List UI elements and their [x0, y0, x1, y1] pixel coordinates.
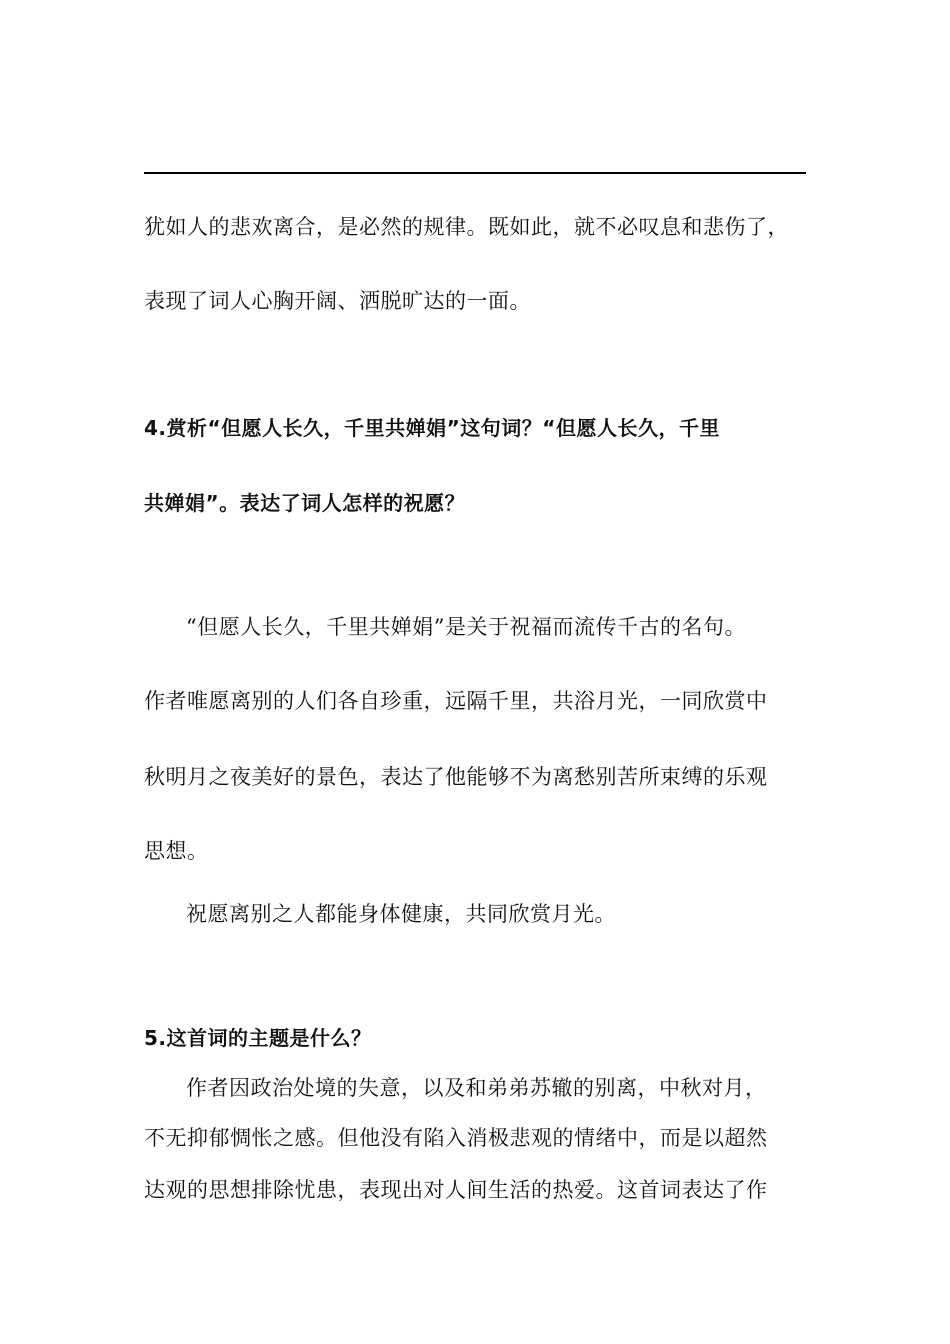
question-5: 5.这首词的主题是什么？: [144, 1026, 372, 1050]
answer-5-line-1: 作者因政治处境的失意，以及和弟弟苏辙的别离，中秋对月，: [186, 1076, 767, 1100]
text-line-2: 表现了词人心胸开阔、洒脱旷达的一面。: [144, 289, 531, 313]
answer-5-line-2: 不无抑郁惆怅之感。但他没有陷入消极悲观的情绪中，而是以超然: [144, 1126, 768, 1150]
answer-4-line-5: 祝愿离别之人都能身体健康，共同欣赏月光。: [186, 902, 616, 926]
answer-4-line-2: 作者唯愿离别的人们各自珍重，远隔千里，共浴月光，一同欣赏中: [144, 689, 768, 713]
answer-4-line-3: 秋明月之夜美好的景色，表达了他能够不为离愁别苦所束缚的乐观: [144, 765, 768, 789]
answer-4-line-1: “但愿人长久，千里共婵娟”是关于祝福而流传千古的名句。: [186, 615, 746, 639]
answer-4-line-4: 思想。: [144, 839, 209, 863]
header-rule: [144, 172, 806, 174]
answer-5-line-3: 达观的思想排除忧患，表现出对人间生活的热爱。这首词表达了作: [144, 1178, 768, 1202]
question-4-line-1: 4.赏析“但愿人长久，千里共婵娟”这句词？“但愿人长久，千里: [144, 416, 720, 440]
question-4-line-2: 共婵娟”。表达了词人怎样的祝愿？: [144, 491, 466, 515]
text-line-1: 犹如人的悲欢离合，是必然的规律。既如此，就不必叹息和悲伤了，: [144, 215, 789, 239]
